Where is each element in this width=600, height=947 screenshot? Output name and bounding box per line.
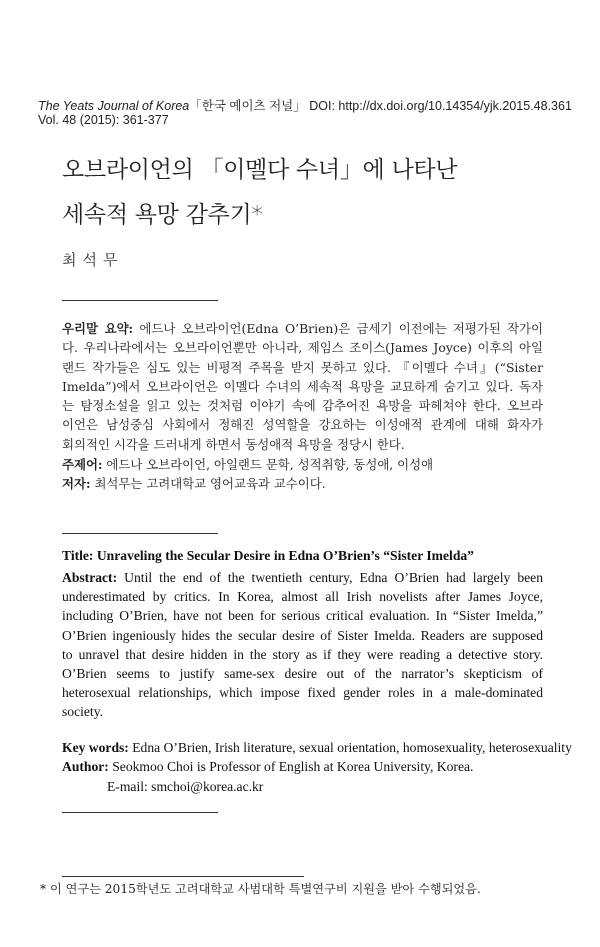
author-name: 최석무 <box>62 251 124 269</box>
korean-keywords <box>62 455 543 474</box>
journal-name-en: The Yeats Journal of Korea <box>38 99 190 113</box>
korean-author-label: 저자: <box>62 476 91 491</box>
english-title <box>62 546 543 565</box>
korean-keywords-label: 주제어: <box>62 457 103 472</box>
english-abstract-line: O’Brien seems to justify same-sex desire out of the narrator’s skepticism of <box>62 666 543 682</box>
english-abstract-line: O’Brien ingeniously hides the secular desire of Sister Imelda. Readers are supposed <box>62 627 543 643</box>
korean-author-info <box>62 474 543 493</box>
korean-abstract-line: 다. 우리나라에서는 오브라이언뿐만 아니라, 제임스 조이스(James Joyce) 이후의 아일 <box>62 340 543 356</box>
english-abstract-line: Abstract: Until the end of the twentieth century, Edna O’Brien had largely been <box>62 570 543 585</box>
english-author-info <box>62 757 543 776</box>
korean-keywords-text: 에드나 오브라이언, 아일랜드 문학, 성적취향, 동성애, 이성애 <box>102 457 434 472</box>
journal-header <box>38 96 572 114</box>
english-abstract-line: underestimated by critics. In Korea, almost all Irish novelists after James Joyce, <box>62 589 543 605</box>
footnote: * 이 연구는 2015학년도 고려대학교 사범대학 특별연구비 지원을 받아 수행되었음. <box>40 882 481 896</box>
english-abstract <box>62 568 543 722</box>
divider <box>62 300 218 301</box>
english-keywords <box>62 738 572 757</box>
korean-abstract-line: 회의적인 시각을 드러내게 하면서 동성애적 욕망을 정당시 한다. <box>62 436 405 452</box>
english-abstract-label: Abstract: <box>62 570 118 585</box>
korean-abstract-line: Imelda”)에서 오브라이언은 이멜다 수녀의 세속적 욕망을 교묘하게 숨기고 있다. 독자 <box>62 378 543 394</box>
volume-info: Vol. 48 (2015): 361-377 <box>38 113 169 127</box>
korean-abstract-label: 우리말 요약: <box>62 321 134 336</box>
paper-title-line-1: 오브라이언의 「이멜다 수녀」에 나타난 <box>62 157 458 183</box>
english-author-label: Author: <box>62 759 109 774</box>
english-title-label: Title: <box>62 548 94 563</box>
journal-name-kr: 「한국 예이츠 저널」 <box>189 99 306 113</box>
english-keywords-label: Key words: <box>62 740 129 755</box>
korean-abstract-line: 는 탐정소설을 읽고 있는 것처럼 이야기 속에 감추어진 욕망을 파헤쳐야 한다. 오브라 <box>62 398 543 414</box>
korean-abstract-line: 이언은 남성중심 사회에서 정해진 성역할을 강요하는 이성애적 관계에 대해 화자가 <box>62 417 543 433</box>
english-abstract-line: including O’Brien, have not been for serious critical evaluation. In “Sister Imelda,” <box>62 608 543 624</box>
doi-link[interactable]: DOI: http://dx.doi.org/10.14354/yjk.2015.48.361 <box>309 99 572 113</box>
paper-title-line-2: 세속적 욕망 감추기* <box>62 202 263 228</box>
english-title-text: Unraveling the Secular Desire in Edna O’Brien’s “Sister Imelda” <box>93 548 474 563</box>
korean-abstract-line: 랜드 작가들은 심도 있는 비평적 주목을 받지 못하고 있다. 『이멜다 수녀』(“Sister <box>62 359 543 375</box>
korean-abstract-line: 우리말 요약: 에드나 오브라이언(Edna O’Brien)은 금세기 이전에는 저평가된 작가이 <box>62 321 543 336</box>
divider <box>62 812 218 813</box>
footnote-rule <box>62 876 304 877</box>
english-abstract-line: heterosexual relationships, which impose fixed gender roles in a male-dominated <box>62 685 543 701</box>
author-email[interactable]: E-mail: smchoi@korea.ac.kr <box>107 779 264 794</box>
divider <box>62 533 218 534</box>
english-abstract-line: society. <box>62 704 104 720</box>
korean-abstract <box>62 319 543 454</box>
korean-author-text: 최석무는 고려대학교 영어교육과 교수이다. <box>90 476 326 491</box>
english-abstract-line: to unravel that desire hidden in the story as if they were reading a detective story. <box>62 646 543 662</box>
english-keywords-text: Edna O’Brien, Irish literature, sexual orientation, homosexuality, heterosexuality <box>128 740 572 755</box>
english-author-text: Seokmoo Choi is Professor of English at Korea University, Korea. <box>108 759 474 774</box>
